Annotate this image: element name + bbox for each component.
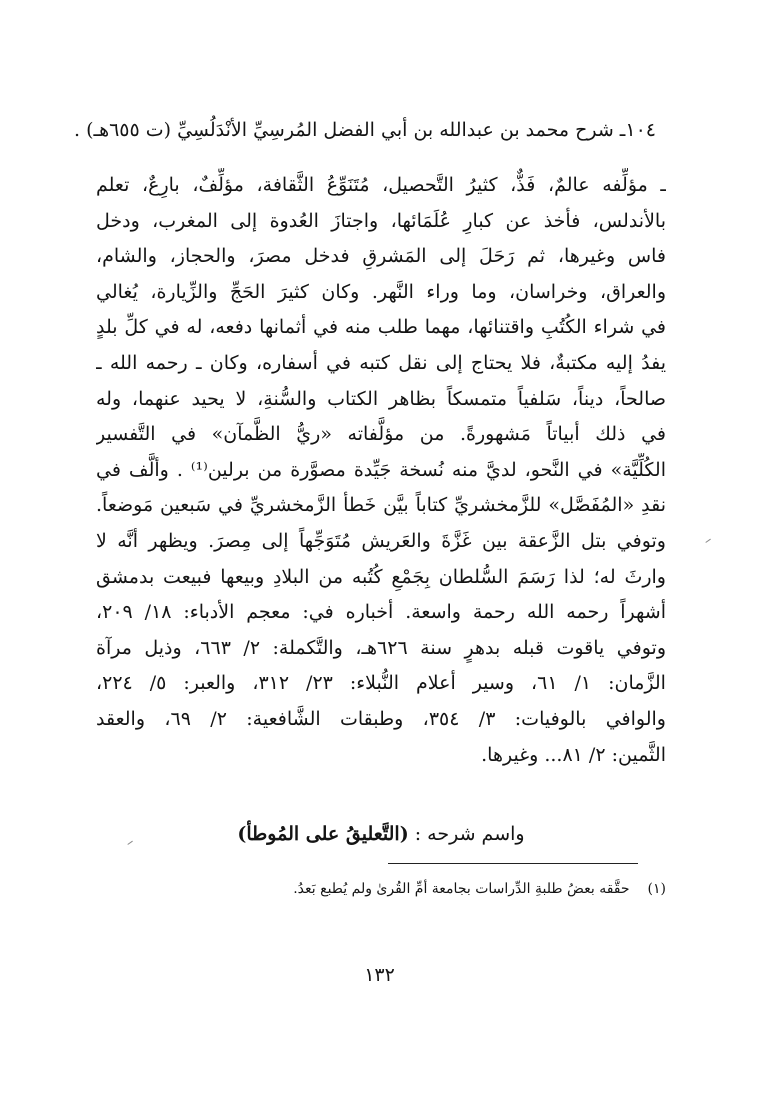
body-line: والوافي بالوفيات: ٣/ ٣٥٤، وطبقات الشَّافعية: ٢/ ٦٩، والعقد xyxy=(96,707,666,730)
body-line: الزَّمان: ١/ ٦١، وسير أعلام النُّبلاء: ٢٣/ ٣١٢، والعبر: ٥/ ٢٢٤، xyxy=(96,672,666,695)
footnote xyxy=(200,876,666,902)
commentary-label: واسم شرحه : xyxy=(408,823,525,845)
commentary-name-line xyxy=(96,818,666,850)
body-line: وارثَ له؛ لذا رَسَمَ السُّلطان بِجَمْعِ كُتُبه من البلادِ وبيعها فبيعت بدمشق xyxy=(96,565,666,588)
body-line: في ذلك أبياتاً مَشهورةً. من مؤلَّفاته «ريُّ الظَّمآن» في التَّفسير xyxy=(96,423,666,446)
body-line: نقدِ «المُفَصَّل» للزَّمخشريِّ كتاباً بيَّن خَطأ الزَّمخشريِّ في سَبعين مَوضعاً. xyxy=(96,494,666,517)
page-number: ١٣٢ xyxy=(364,964,395,986)
body-line: وتوفي بتل الزَّعقة بين غَزَّةَ والعَريش مُتَوَجِّهاً إلى مِصرَ. ويظهر أنَّه لا xyxy=(96,529,666,552)
body-line: والعراق، وخراسان، وما وراء النَّهر. وكان كثيرَ الحَجِّ والزِّيارة، يُغالي xyxy=(96,280,666,303)
commentary-title: (التَّعليقُ على المُوطأ) xyxy=(237,823,409,845)
body-line: وتوفي ياقوت قبله بدهرٍ سنة ٦٢٦هـ، والتَّكملة: ٢/ ٦٦٣، وذيل مرآة xyxy=(96,636,666,659)
scan-speck xyxy=(705,539,712,546)
body-line: في شراء الكُتُبِ واقتنائها، مهما طلب منه في أثمانها دفعه، له في كلِّ بلدٍ xyxy=(96,316,666,339)
footnote-divider xyxy=(388,863,638,864)
body-line: بالأندلس، فأخذ عن كبارِ عُلَمَائها، واجتازَ العُدوة إلى المغرب، ودخل xyxy=(96,209,666,232)
body-line-last: الثَّمين: ٢/ ٨١... وغيرها. xyxy=(481,743,666,766)
footnote-text: حقَّقه بعضُ طلبةِ الدِّراسات بجامعة أمِّ القُرىٰ ولم يُطبع بَعدُ. xyxy=(293,881,630,897)
body-line: فاس وغيرها، ثم رَحَلَ إلى المَشرقِ فدخل مصرَ، والحجاز، والشام، xyxy=(96,245,666,268)
entry-body xyxy=(96,168,666,773)
body-line: الكُلِّيَّة» في النَّحو، لديَّ منه نُسخة جَيِّدة مصوَّرة من برلين⁽¹⁾ . وألَّف في xyxy=(96,458,666,481)
body-line: ـ مؤلِّفه عالمٌ، فَذٌّ، كثيرُ التَّحصيل، مُتَنَوِّعُ الثَّقافة، مؤلِّفٌ، بارِعٌ، تعلم xyxy=(96,174,666,196)
entry-heading: ١٠٤ـ شرح محمد بن عبدالله بن أبي الفضل المُرسِيِّ الأنْدَلُسِيِّ (ت ٦٥٥هـ) . xyxy=(74,119,656,141)
body-line: يفدُ إليه مكتبةٌ، فلا يحتاج إلى نقل كتبه في أسفاره، وكان ـ رحمه الله ـ xyxy=(96,351,666,374)
body-line: صالحاً، ديناً، سَلفياً متمسكاً بظاهر الكتاب والسُّنةِ، لا يحيد عنهما، وله xyxy=(96,387,666,410)
body-line: أشهراً رحمه الله رحمة واسعة. أخباره في: معجم الأدباء: ١٨/ ٢٠٩، xyxy=(96,601,666,624)
footnote-number: (١) xyxy=(647,881,666,897)
